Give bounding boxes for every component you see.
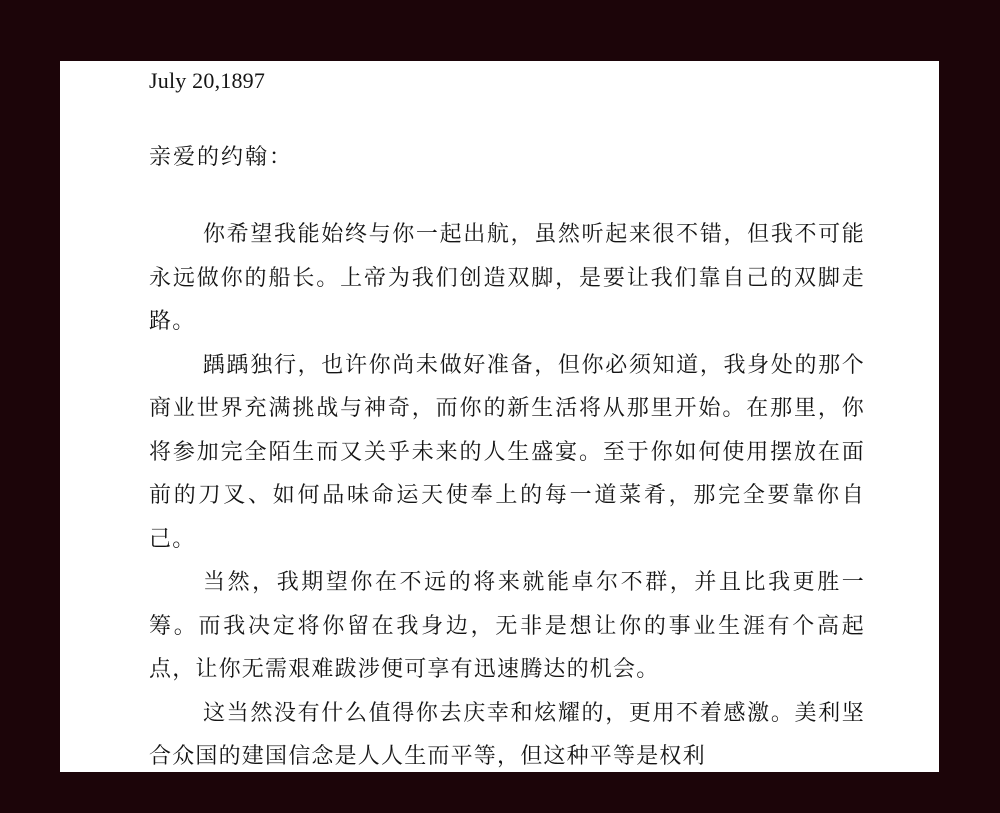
- letter-body: [149, 213, 865, 772]
- letter-page: [60, 61, 939, 772]
- letter-paragraph-4: 这当然没有什么值得你去庆幸和炫耀的，更用不着感激。美利坚合众国的建国信念是人人生而平等，但这种平等是权利: [149, 700, 865, 769]
- letter-date: July 20,1897: [149, 68, 266, 93]
- letter-content: [149, 61, 865, 772]
- letter-paragraph-1: 你希望我能始终与你一起出航，虽然听起来很不错，但我不可能永远做你的船长。上帝为我们创造双脚，是要让我们靠自己的双脚走路。: [149, 222, 865, 334]
- letter-salutation: 亲爱的约翰：: [149, 145, 294, 170]
- letter-paragraph-3: 当然，我期望你在不远的将来就能卓尔不群，并且比我更胜一筹。而我决定将你留在我身边，无非是想让你的事业生涯有个高起点，让你无需艰难跋涉便可享有迅速腾达的机会。: [149, 570, 865, 682]
- letter-paragraph-2: 踽踽独行，也许你尚未做好准备，但你必须知道，我身处的那个商业世界充满挑战与神奇，而你的新生活将从那里开始。在那里，你将参加完全陌生而又关乎未来的人生盛宴。至于你如何使用摆放在面前的刀叉、如何品味命运天使奉上的每一道菜肴，那完全要靠你自己。: [149, 352, 865, 552]
